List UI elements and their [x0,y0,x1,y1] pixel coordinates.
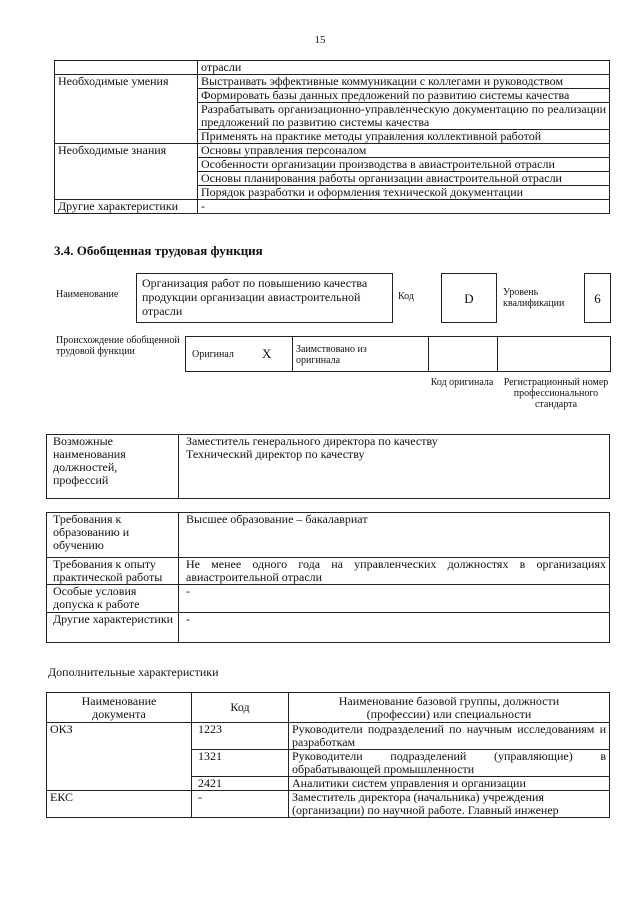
skills-table [54,60,610,214]
knowledge-item: Особенности организации производства в авиастроительной отрасли [198,158,610,172]
borrowed-label: Заимствовано из оригинала [296,344,367,366]
requirement-value: - [179,613,610,643]
table-header: Код [192,693,289,723]
table-row [55,144,610,158]
skill-item: Разрабатывать организационно-управленческую документацию по реализации предложений по развитию системы качества [198,103,610,130]
table-header-row [47,693,610,723]
additional-title: Дополнительные характеристики [48,665,219,679]
original-label: Оригинал [192,349,234,360]
requirement-value: Высшее образование – бакалавриат [179,513,610,558]
requirement-label: Требования к опыту практической работы [47,558,179,585]
code-label: Код [398,291,414,302]
name-label: Наименование [56,289,119,300]
code-value: D [464,291,474,306]
table-cell: ЕКС [47,791,192,818]
table-cell: отрасли [198,61,610,75]
knowledge-item: Порядок разработки и оформления технической документации [198,186,610,200]
additional-table [46,692,610,818]
requirement-value: Не менее одного года на управленческих должностях в организациях авиастроительной отрасли [179,558,610,585]
table-cell: - [192,791,289,818]
table-row [55,200,610,214]
requirement-label: Особые условия допуска к работе [47,585,179,613]
original-code-caption: Код оригинала [430,377,494,388]
positions-table [46,434,610,499]
position-item: Технический директор по качеству [186,447,365,461]
table-cell: Заместитель директора (начальника) учреждения (организации) по научной работе. Главный инженер [289,791,610,818]
table-cell: Руководители подразделений (управляющие) в обрабатывающей промышленности [289,750,610,777]
origin-box [185,336,611,372]
table-row [55,61,610,75]
table-row [47,613,610,643]
page-number: 15 [314,34,326,46]
table-row [47,585,610,613]
table-cell: ОКЗ [47,723,192,791]
table-row [47,723,610,750]
other-value: - [198,200,610,214]
origin-label: Происхождение обобщенной трудовой функции [56,335,180,357]
table-row [55,75,610,89]
level-box [584,273,611,323]
function-name: Организация работ по повышению качества продукции организации авиастроительной отрасли [142,276,368,318]
requirement-value: - [179,585,610,613]
level-value: 6 [594,291,601,306]
table-cell: Руководители подразделений по научным исследованиям и разработкам [289,723,610,750]
section-title: 3.4. Обобщенная трудовая функция [54,243,263,258]
requirements-table [46,512,610,643]
table-row [47,513,610,558]
table-row [47,791,610,818]
knowledge-item: Основы планирования работы организации авиастроительной отрасли [198,172,610,186]
positions-label: Возможные наименования должностей, профессий [47,435,179,499]
function-name-box [136,273,393,323]
skill-item: Формировать базы данных предложений по развитию системы качества [198,89,610,103]
table-row [47,435,610,499]
table-cell: 1321 [192,750,289,777]
table-row [47,558,610,585]
knowledge-item: Основы управления персоналом [198,144,610,158]
skills-label: Необходимые умения [55,75,198,144]
knowledge-label: Необходимые знания [55,144,198,200]
skill-item: Применять на практике методы управления коллективной работой [198,130,610,144]
original-mark: X [262,346,272,361]
table-header: Наименование документа [47,693,192,723]
registration-caption: Регистрационный номер профессионального стандарта [503,377,609,410]
requirement-label: Другие характеристики [47,613,179,643]
skill-item: Выстраивать эффективные коммуникации с коллегами и руководством [198,75,610,89]
table-header: Наименование базовой группы, должности (профессии) или специальности [289,693,610,723]
other-label: Другие характеристики [55,200,198,214]
code-box [441,273,497,323]
table-cell: 2421 [192,777,289,791]
requirement-label: Требования к образованию и обучению [47,513,179,558]
level-label: Уровень квалификации [503,287,565,309]
position-item: Заместитель генерального директора по качеству [186,434,438,448]
table-cell: Аналитики систем управления и организации [289,777,610,791]
table-cell: 1223 [192,723,289,750]
